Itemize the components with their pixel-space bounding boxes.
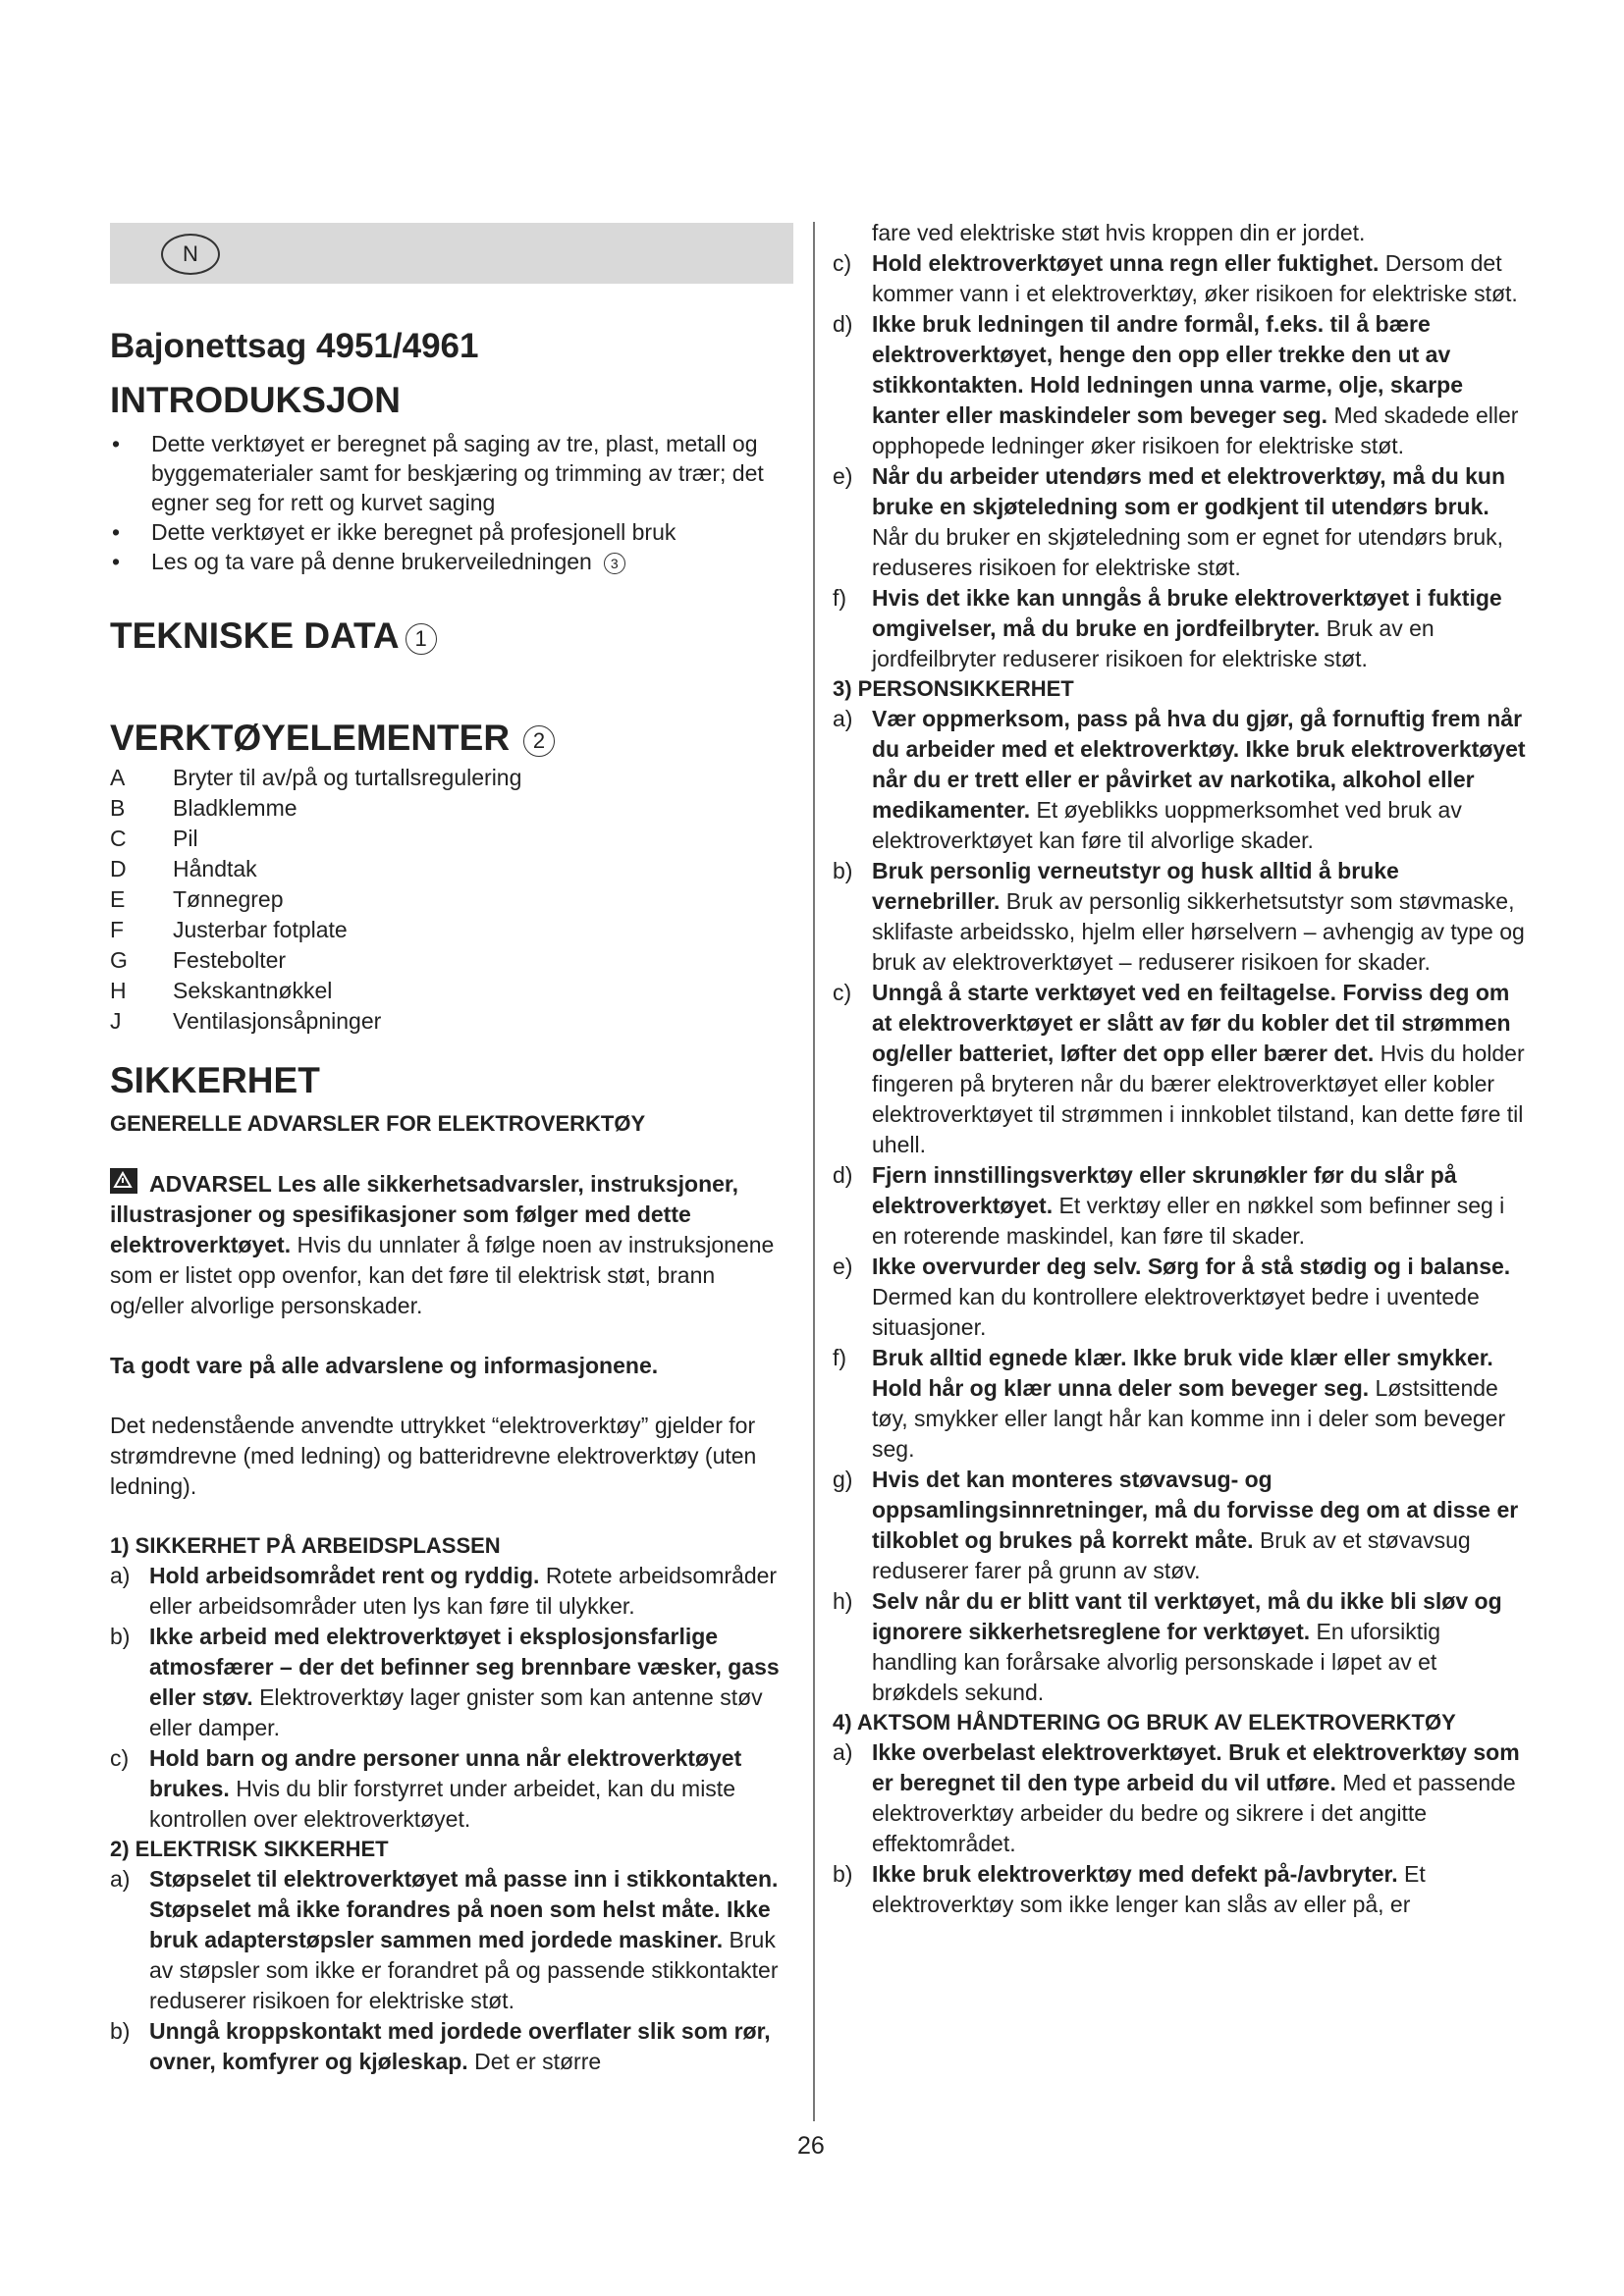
section-2-list-continued — [833, 248, 1526, 674]
list-item: c) Hold elektroverktøyet unna regn eller fuktighet. Dersom det kommer vann i et elektroverktøy, øker risikoen for elektriske støt. — [833, 250, 1518, 306]
list-item: E Tønnegrep — [110, 886, 284, 912]
list-item: B Bladklemme — [110, 795, 298, 821]
warning-paragraph: ADVARSEL Les alle sikkerhetsadvarsler, instruksjoner, illustrasjoner og spesifikasjoner som følger med dette elektroverktøyet. Hvis du unnlater å følge noen av instruksjonene som er listet opp ovenfor, kan det føre til elektrisk støt, brann og/eller alvorlige personskader. — [110, 1168, 793, 1321]
list-item: J Ventilasjonsåpninger — [110, 1008, 382, 1034]
column-divider — [813, 222, 815, 2121]
list-item: G Festebolter — [110, 947, 287, 973]
list-item: b) Bruk personlig verneutstyr og husk alltid å bruke vernebriller. Bruk av personlig sikkerhetsutstyr som støvmaske, sklifaste arbeidssko, hjelm eller hørselvern – avhengig av type og bruk av elektroverktøyet – reduserer risikoen for skader. — [833, 858, 1525, 975]
safety-heading: SIKKERHET — [110, 1060, 320, 1100]
list-item: D Håndtak — [110, 856, 257, 881]
warning-icon — [110, 1168, 137, 1194]
list-item: e) Ikke overvurder deg selv. Sørg for å stå stødig og i balanse. Dermed kan du kontrollere elektroverktøyet bedre i uventede situasjoner. — [833, 1254, 1511, 1340]
list-item: A Bryter til av/på og turtallsregulering — [110, 765, 522, 790]
list-item: a) Ikke overbelast elektroverktøyet. Bruk et elektroverktøy som er beregnet til den type arbeid du vil utføre. Med et passende elektroverktøy arbeider du bedre og sikrere i det angitte effektområdet. — [833, 1739, 1520, 1856]
left-column — [110, 218, 793, 2077]
list-item: h) Selv når du er blitt vant til verktøyet, må du ikke bli sløv og ignorere sikkerhetsreglene for verktøyet. En uforsiktig handling kan forårsake alvorlig personskade i løpet av et brøkdels sekund. — [833, 1588, 1502, 1705]
list-item: b) Ikke bruk elektroverktøy med defekt på-/avbryter. Et elektroverktøy som ikke lenger kan slås av eller på, er — [833, 1861, 1426, 1917]
list-item: a) Vær oppmerksom, pass på hva du gjør, gå fornuftig frem når du arbeider med et elektroverktøy. Ikke bruk elektroverktøyet når du er trett eller er påvirket av narkotika, alkohol eller medikamenter. Et øyeblikks uoppmerksomhet ved bruk av elektroverktøyet kan føre til alvorlige skader. — [833, 706, 1526, 853]
section-2-heading: 2) ELEKTRISK SIKKERHET — [110, 1837, 389, 1861]
definition-paragraph: Det nedenstående anvendte uttrykket “elektroverktøy” gjelder for strømdrevne (med ledning) og batteridrevne elektroverktøy (uten ledning). — [110, 1413, 757, 1499]
list-item: C Pil — [110, 826, 198, 851]
list-item: b) Ikke arbeid med elektroverktøyet i eksplosjonsfarlige atmosfærer – der det befinner seg brennbare væsker, gass eller støv. Elektroverktøy lager gnister som kan antenne støv eller damper. — [110, 1624, 780, 1740]
figure-ref-3: 3 — [604, 553, 625, 574]
right-column — [833, 218, 1526, 1920]
list-item: H Sekskantnøkkel — [110, 978, 333, 1003]
intro-heading: INTRODUKSJON — [110, 380, 402, 420]
section-4-heading: 4) AKTSOM HÅNDTERING OG BRUK AV ELEKTROVERKTØY — [833, 1710, 1456, 1735]
section-3-list — [833, 704, 1526, 1708]
list-item: d) Fjern innstillingsverktøy eller skrunøkler før du slår på elektroverktøyet. Et verktøy eller en nøkkel som befinner seg i en roterende maskindel, kan føre til skader. — [833, 1162, 1505, 1249]
section-2-list — [110, 1864, 793, 2077]
page-number: 26 — [797, 2132, 825, 2160]
language-bar — [110, 223, 793, 284]
section-1-list — [110, 1561, 793, 1835]
intro-list — [110, 429, 793, 576]
language-badge: N — [161, 234, 220, 275]
list-item: c) Hold barn og andre personer unna når elektroverktøyet brukes. Hvis du blir forstyrret under arbeidet, kan du miste kontrollen over elektroverktøyet. — [110, 1745, 742, 1832]
list-item: g) Hvis det kan monteres støvavsug- og oppsamlingsinnretninger, må du forvisse deg om at disse er tilkoblet og brukes på korrekt måte. Bruk av et støvavsug reduserer farer på grunn av støv. — [833, 1467, 1519, 1583]
tech-data-heading: TEKNISKE DATA 1 — [110, 614, 793, 659]
page-title: Bajonettsag 4951/4961 — [110, 327, 479, 365]
continued-text: fare ved elektriske støt hvis kroppen din er jordet. — [872, 220, 1366, 245]
intro-bullet: • Les og ta vare på denne brukerveiledningen 3 — [110, 547, 793, 576]
intro-bullet: • Dette verktøyet er beregnet på saging av tre, plast, metall og byggematerialer samt for beskjæring og trimming av trær; det egner seg for rett og kurvet saging — [110, 429, 793, 517]
section-1-heading: 1) SIKKERHET PÅ ARBEIDSPLASSEN — [110, 1533, 501, 1558]
list-item: a) Støpselet til elektroverktøyet må passe inn i stikkontakten. Støpselet må ikke forandres på noen som helst måte. Ikke bruk adapterstøpsler sammen med jordede maskiner. Bruk av støpsler som ikke er forandret på og passende stikkontakter reduserer risikoen for elektriske støt. — [110, 1866, 779, 2013]
intro-bullet: • Dette verktøyet er ikke beregnet på profesjonell bruk — [110, 517, 793, 547]
list-item: f) Bruk alltid egnede klær. Ikke bruk vide klær eller smykker. Hold hår og klær unna deler som beveger seg. Løstsittende tøy, smykker eller langt hår kan komme inn i deler som beveger seg. — [833, 1345, 1506, 1462]
list-item: f) Hvis det ikke kan unngås å bruke elektroverktøyet i fuktige omgivelser, må du bruke en jordfeilbryter. Bruk av en jordfeilbryter reduserer risikoen for elektriske støt. — [833, 585, 1502, 671]
list-item: c) Unngå å starte verktøyet ved en feiltagelse. Forviss deg om at elektroverktøyet er slått av før du kobler det til strømmen og/eller batteriet, løfter det opp eller bærer det. Hvis du holder fingeren på bryteren når du bærer elektroverktøyet eller kobler elektroverktøyet til strømmen i innkoblet tilstand, kan dette føre til uhell. — [833, 980, 1525, 1157]
list-item: F Justerbar fotplate — [110, 917, 348, 942]
list-item: e) Når du arbeider utendørs med et elektroverktøy, må du kun bruke en skjøteledning som er godkjent til utendørs bruk. Når du bruker en skjøteledning som er egnet for utendørs bruk, reduseres risikoen for elektriske støt. — [833, 463, 1506, 580]
list-item: d) Ikke bruk ledningen til andre formål, f.eks. til å bære elektroverktøyet, henge den opp eller trekke den ut av stikkontakten. Hold ledningen unna varme, olje, skarpe kanter eller maskindeler som beveger seg. Med skadede eller opphopede ledninger øker risikoen for elektriske støt. — [833, 311, 1519, 458]
elements-list — [110, 763, 793, 1037]
section-4-list — [833, 1737, 1526, 1920]
figure-ref-1: 1 — [406, 623, 437, 655]
elements-heading: VERKTØYELEMENTER 2 — [110, 716, 793, 761]
figure-ref-2: 2 — [523, 725, 555, 757]
safety-subheading: GENERELLE ADVARSLER FOR ELEKTROVERKTØY — [110, 1111, 646, 1136]
section-3-heading: 3) PERSONSIKKERHET — [833, 676, 1074, 701]
keep-notice: Ta godt vare på alle advarslene og informasjonene. — [110, 1353, 659, 1378]
list-item: a) Hold arbeidsområdet rent og ryddig. Rotete arbeidsområder eller arbeidsområder uten lys kan føre til ulykker. — [110, 1563, 778, 1619]
list-item: b) Unngå kroppskontakt med jordede overflater slik som rør, ovner, komfyrer og kjøleskap. Det er større — [110, 2018, 771, 2074]
